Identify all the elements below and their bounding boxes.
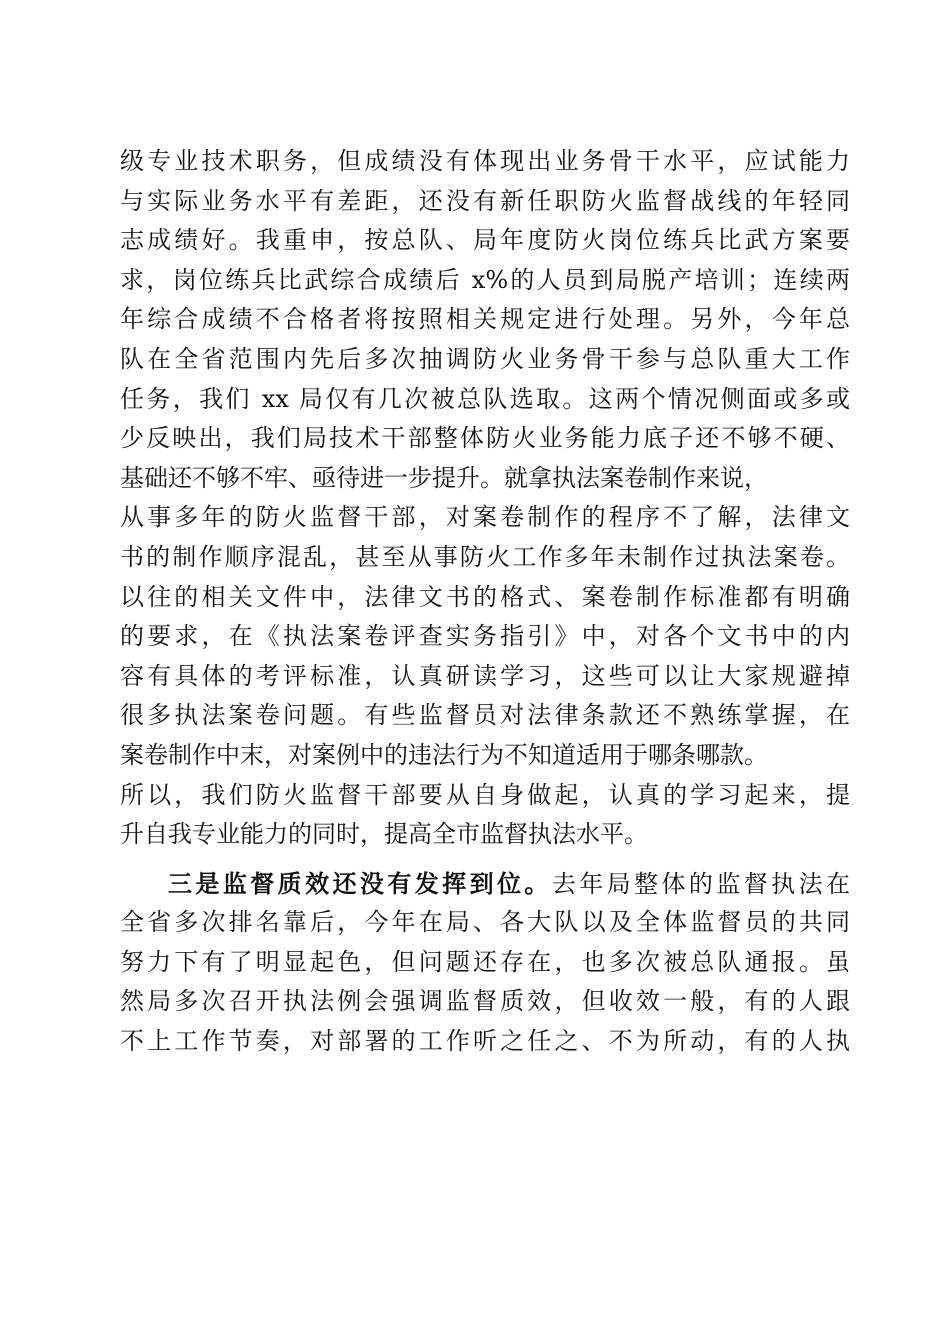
text-line: 少反映出，我们局技术干部整体防火业务能力底子还不够不硬、 [120, 424, 850, 453]
text-line: 努力下有了明显起色，但问题还存在，也多次被总队通报。虽 [120, 947, 850, 976]
text-line: 志成绩好。我重申，按总队、局年度防火岗位练兵比武方案要 [120, 226, 850, 255]
text-line: 的要求，在《执法案卷评查实务指引》中，对各个文书中的内 [120, 622, 850, 651]
text-line: 从事多年的防火监督干部，对案卷制作的程序不了解，法律文 [120, 503, 850, 532]
text-line: 容有具体的考评标准，认真研读学习，这些可以让大家规避掉 [120, 661, 850, 690]
text-line: 队在全省范围内先后多次抽调防火业务骨干参与总队重大工作 [120, 344, 850, 373]
text-line: 很多执法案卷问题。有些监督员对法律条款还不熟练掌握，在 [120, 701, 850, 730]
text-line: 升自我专业能力的同时，提高全市监督执法水平。 [120, 820, 648, 849]
text-line: 级专业技术职务，但成绩没有体现出业务骨干水平，应试能力 [120, 147, 850, 175]
first-line-text: 去年局整体的监督执法在 [551, 869, 851, 898]
section-heading: 三是监督质效还没有发挥到位。 [168, 868, 552, 898]
text-line: 然局多次召开执法例会强调监督质效，但收效一般，有的人跟 [120, 987, 850, 1016]
text-line: 年综合成绩不合格者将按照相关规定进行处理。另外，今年总 [120, 305, 850, 334]
text-line: 以往的相关文件中，法律文书的格式、案卷制作标准都有明确 [120, 582, 850, 611]
text-line: 不上工作节奏，对部署的工作听之任之、不为所动，有的人执 [120, 1027, 850, 1056]
body-text [120, 142, 850, 1062]
text-line: 与实际业务水平有差距，还没有新任职防火监督战线的年轻同 [120, 186, 850, 215]
paragraph-1 [120, 142, 850, 855]
text-line: 全省多次排名靠后，今年在局、各大队以及全体监督员的共同 [120, 908, 850, 937]
text-line: 书的制作顺序混乱，甚至从事防火工作多年未制作过执法案卷。 [120, 542, 850, 571]
text-line: 基础还不够不牢、亟待进一步提升。就拿执法案卷制作来说， [120, 463, 768, 492]
paragraph-2 [120, 864, 850, 1062]
text-line: 任务，我们 xx 局仅有几次被总队选取。这两个情况侧面或多或 [120, 384, 850, 413]
text-line: 求，岗位练兵比武综合成绩后 x%的人员到局脱产培训；连续两 [120, 265, 850, 294]
text-line-first [120, 864, 850, 904]
text-line: 案卷制作中末，对案例中的违法行为不知道适用于哪条哪款。 [120, 740, 768, 769]
text-line: 所以，我们防火监督干部要从自身做起，认真的学习起来，提 [120, 780, 850, 809]
paragraph-spacer [120, 855, 850, 864]
